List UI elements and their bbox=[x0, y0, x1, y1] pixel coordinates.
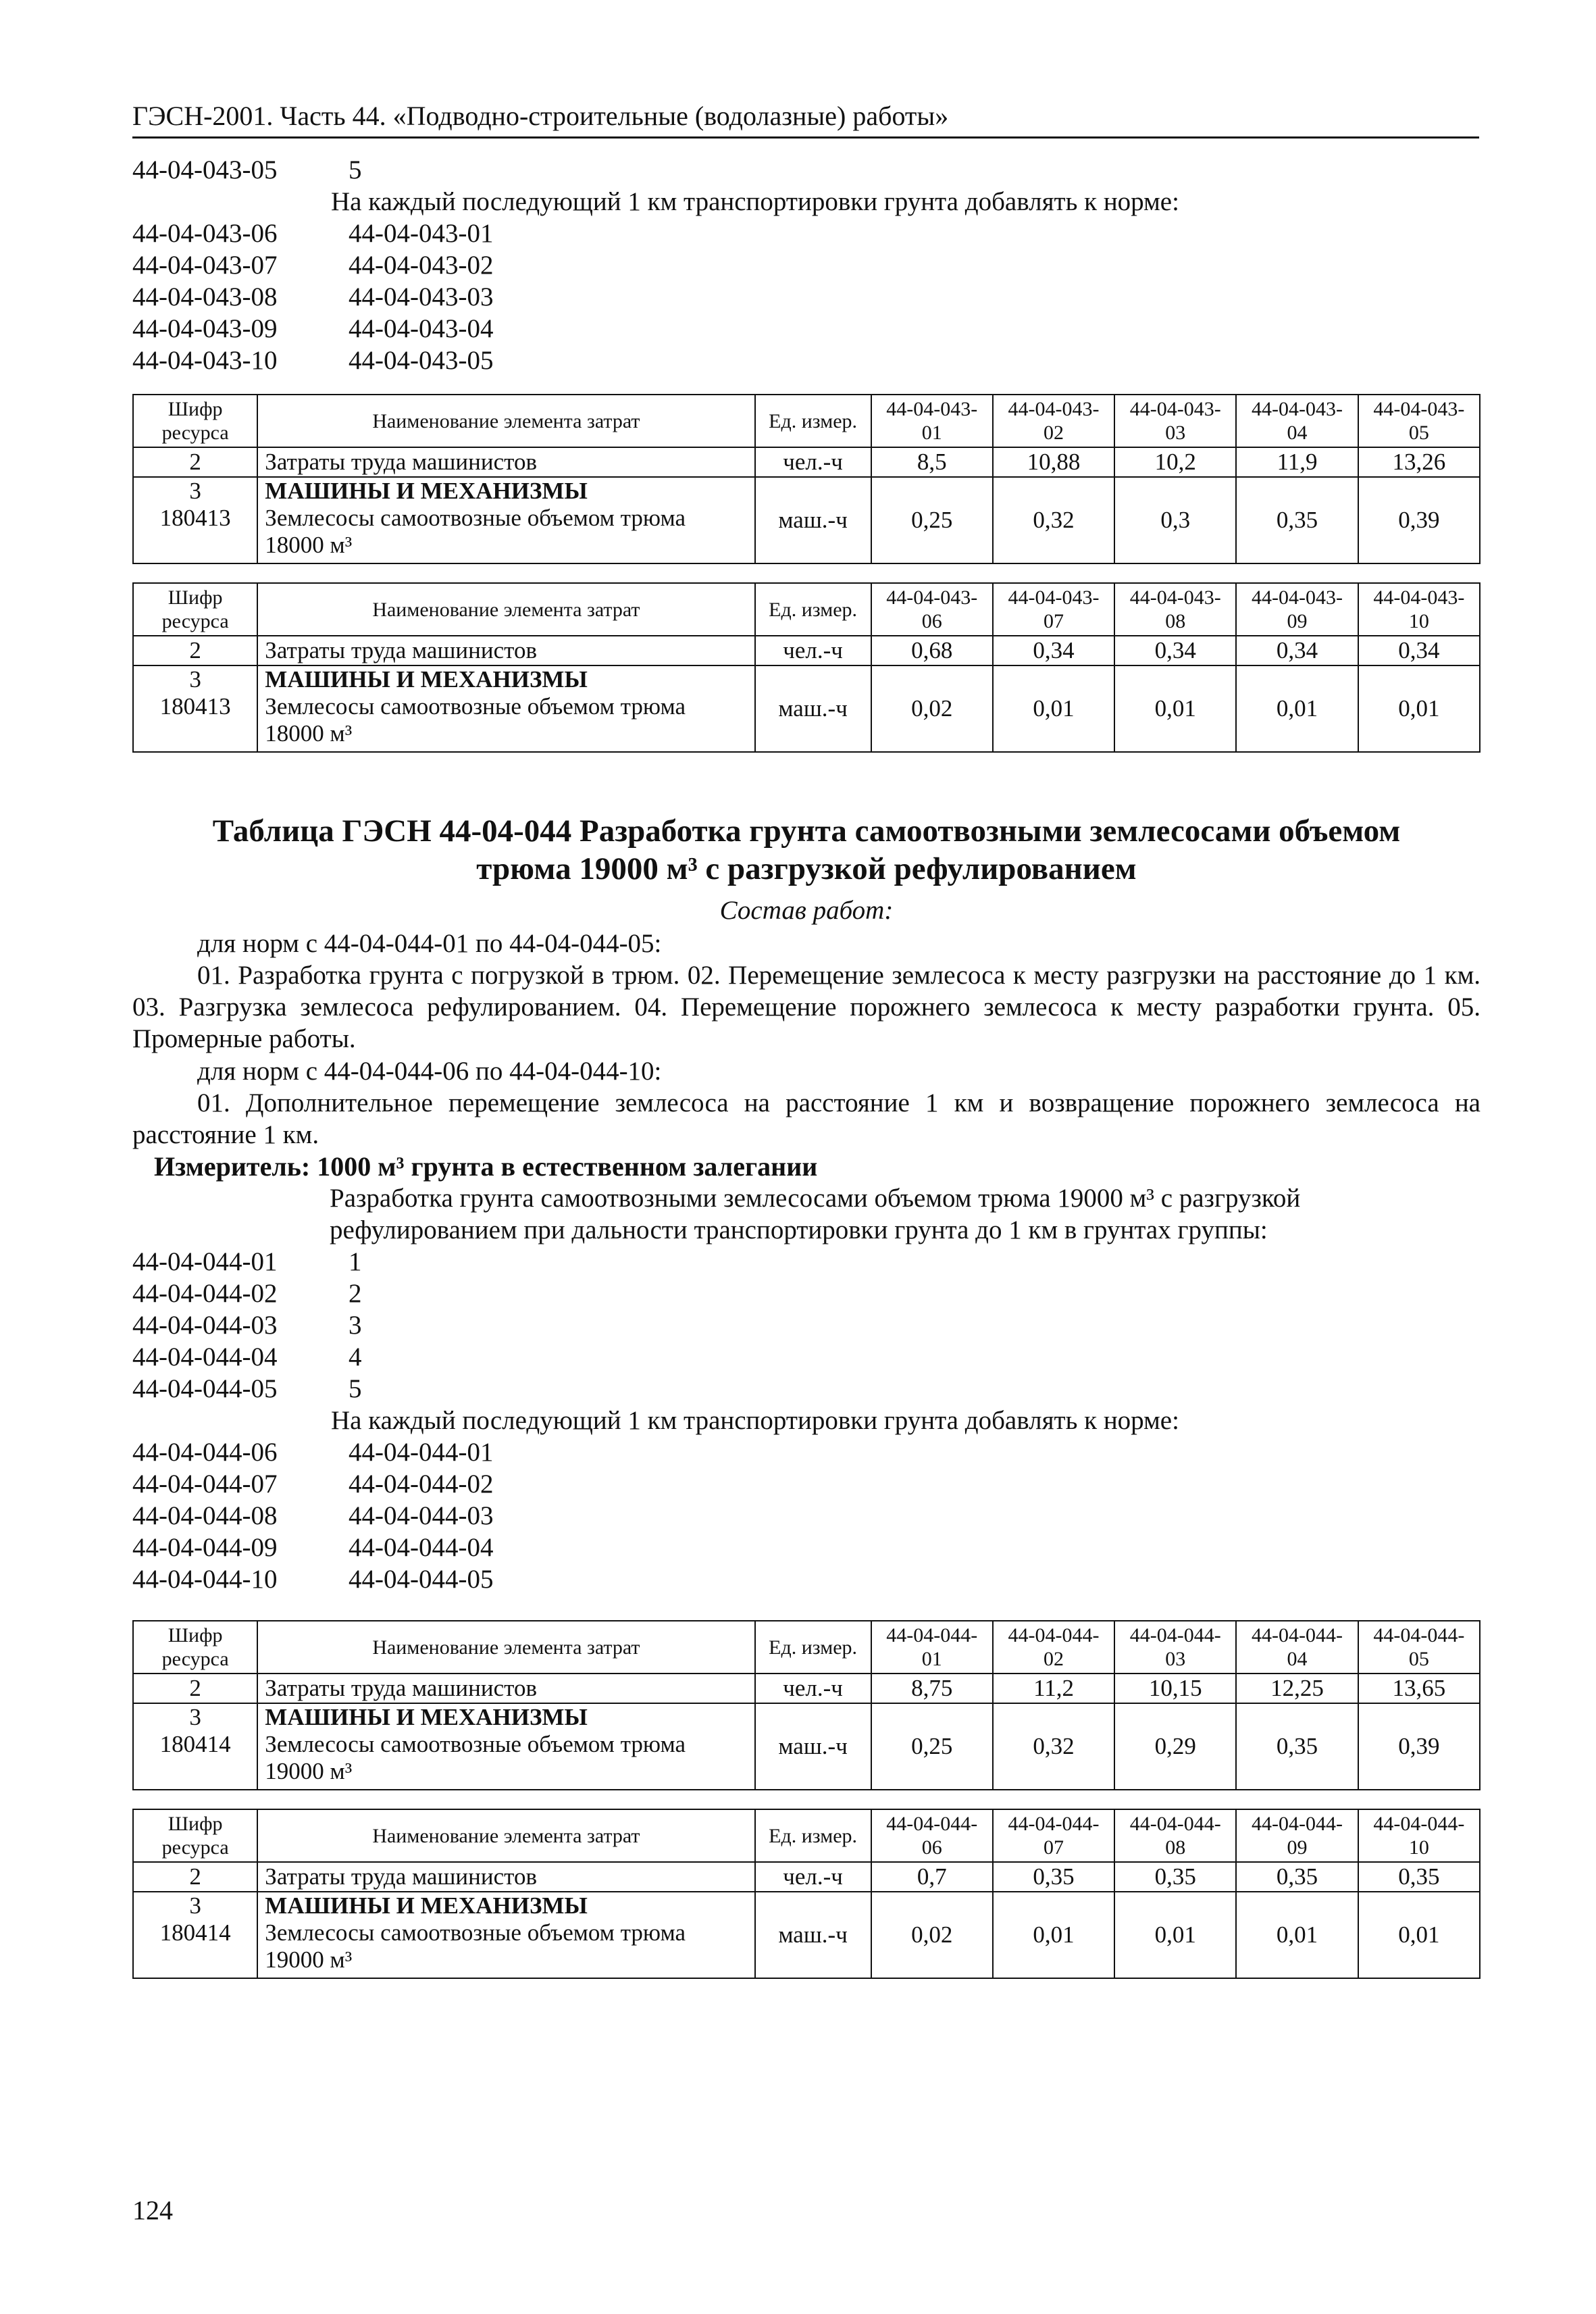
list-item: 44-04-043-07 44-04-043-02 bbox=[132, 251, 494, 280]
list-item: 44-04-043-10 44-04-043-05 bbox=[132, 346, 494, 375]
table-row: 3 180413 МАШИНЫ И МЕХАНИЗМЫ Землесосы самоотвозные объемом трюма 18000 м³ маш.-ч 0,02 0,01 0,01 0,01 0,01 bbox=[133, 665, 1480, 752]
section-title: Таблица ГЭСН 44-04-044 Разработка грунта самоотвозными землесосами объемом трюма 19000 м³ с разгрузкой рефулированием bbox=[212, 813, 1401, 886]
work-composition-heading: Состав работ: bbox=[719, 896, 894, 925]
norm-description: Разработка грунта самоотвозными землесосами объемом трюма 19000 м³ с разгрузкой рефулированием при дальности транспортировки грунта до 1 км в грунтах группы: bbox=[330, 1184, 1301, 1244]
norm-table-044-06-10 bbox=[132, 1809, 1481, 1979]
norm-table-043-06-10 bbox=[132, 582, 1481, 753]
list-item: 44-04-044-02 2 bbox=[132, 1279, 362, 1308]
list-item: 44-04-043-09 44-04-043-04 bbox=[132, 314, 494, 343]
table-row: 2 Затраты труда машинистов чел.-ч 8,5 10,88 10,2 11,9 13,26 bbox=[133, 447, 1480, 477]
norm-range-1: для норм с 44-04-044-01 по 44-04-044-05: bbox=[197, 929, 662, 958]
list-item: 44-04-044-01 1 bbox=[132, 1247, 362, 1276]
list-item: 44-04-044-10 44-04-044-05 bbox=[132, 1565, 494, 1594]
table-header-row: Шифр ресурса Наименование элемента затрат Ед. измер. 44-04-043-06 44-04-043-07 44-04-043-08 44-04-043-09 44-04-043-10 bbox=[133, 583, 1480, 636]
running-header: ГЭСН-2001. Часть 44. «Подводно-строительные (водолазные) работы» bbox=[132, 100, 1479, 139]
list-note: На каждый последующий 1 км транспортировки грунта добавлять к норме: bbox=[331, 187, 1179, 216]
page-number: 124 bbox=[132, 2195, 173, 2225]
list-item: 44-04-044-05 5 bbox=[132, 1374, 362, 1403]
table-row: 2 Затраты труда машинистов чел.-ч 0,7 0,35 0,35 0,35 0,35 bbox=[133, 1862, 1480, 1892]
list-item: 44-04-044-08 44-04-044-03 bbox=[132, 1501, 494, 1530]
list-item: 44-04-044-04 4 bbox=[132, 1342, 362, 1372]
list-item: 44-04-044-03 3 bbox=[132, 1311, 362, 1340]
table-row: 3 180414 МАШИНЫ И МЕХАНИЗМЫ Землесосы самоотвозные объемом трюма 19000 м³ маш.-ч 0,02 0,01 0,01 0,01 0,01 bbox=[133, 1892, 1480, 1978]
list-item: 44-04-044-06 44-04-044-01 bbox=[132, 1438, 494, 1467]
table-row: 3 180413 МАШИНЫ И МЕХАНИЗМЫ Землесосы самоотвозные объемом трюма 18000 м³ маш.-ч 0,25 0,32 0,3 0,35 0,39 bbox=[133, 477, 1480, 563]
norm-table-043-01-05 bbox=[132, 394, 1481, 564]
table-row: 3 180414 МАШИНЫ И МЕХАНИЗМЫ Землесосы самоотвозные объемом трюма 19000 м³ маш.-ч 0,25 0,32 0,29 0,35 0,39 bbox=[133, 1703, 1480, 1790]
list-item: 44-04-043-08 44-04-043-03 bbox=[132, 282, 494, 311]
table-row: 2 Затраты труда машинистов чел.-ч 0,68 0,34 0,34 0,34 0,34 bbox=[133, 636, 1480, 665]
norm-table-044-01-05 bbox=[132, 1620, 1481, 1790]
code-list-044 bbox=[132, 1246, 1179, 1595]
code-list-043 bbox=[132, 154, 1179, 376]
list-item: 44-04-043-05 5 bbox=[132, 155, 362, 184]
list-item: 44-04-044-09 44-04-044-04 bbox=[132, 1533, 494, 1562]
list-item: 44-04-043-06 44-04-043-01 bbox=[132, 219, 494, 248]
list-item: 44-04-044-07 44-04-044-02 bbox=[132, 1469, 494, 1499]
table-header-row: Шифр ресурса Наименование элемента затрат Ед. измер. 44-04-044-06 44-04-044-07 44-04-044-08 44-04-044-09 44-04-044-10 bbox=[133, 1809, 1480, 1862]
work-description-1: 01. Разработка грунта с погрузкой в трюм. 02. Перемещение землесоса к месту разгрузки на расстояние до 1 км. 03. Разгрузка землесоса рефулированием. 04. Перемещение порожнего землесоса к месту разработки грунта. 05. Промерные работы. bbox=[132, 961, 1481, 1053]
table-row: 2 Затраты труда машинистов чел.-ч 8,75 11,2 10,15 12,25 13,65 bbox=[133, 1674, 1480, 1703]
table-header-row: Шифр ресурса Наименование элемента затрат Ед. измер. 44-04-044-01 44-04-044-02 44-04-044-03 44-04-044-04 44-04-044-05 bbox=[133, 1621, 1480, 1674]
list-note: На каждый последующий 1 км транспортировки грунта добавлять к норме: bbox=[331, 1406, 1179, 1435]
work-description-2: 01. Дополнительное перемещение землесоса на расстояние 1 км и возвращение порожнего землесоса на расстояние 1 км. bbox=[132, 1088, 1481, 1149]
norm-range-2: для норм с 44-04-044-06 по 44-04-044-10: bbox=[197, 1057, 662, 1086]
table-header-row: Шифр ресурса Наименование элемента затрат Ед. измер. 44-04-043-01 44-04-043-02 44-04-043-03 44-04-043-04 44-04-043-05 bbox=[133, 395, 1480, 447]
measurement-unit: Измеритель: 1000 м³ грунта в естественном залегании bbox=[154, 1151, 818, 1182]
